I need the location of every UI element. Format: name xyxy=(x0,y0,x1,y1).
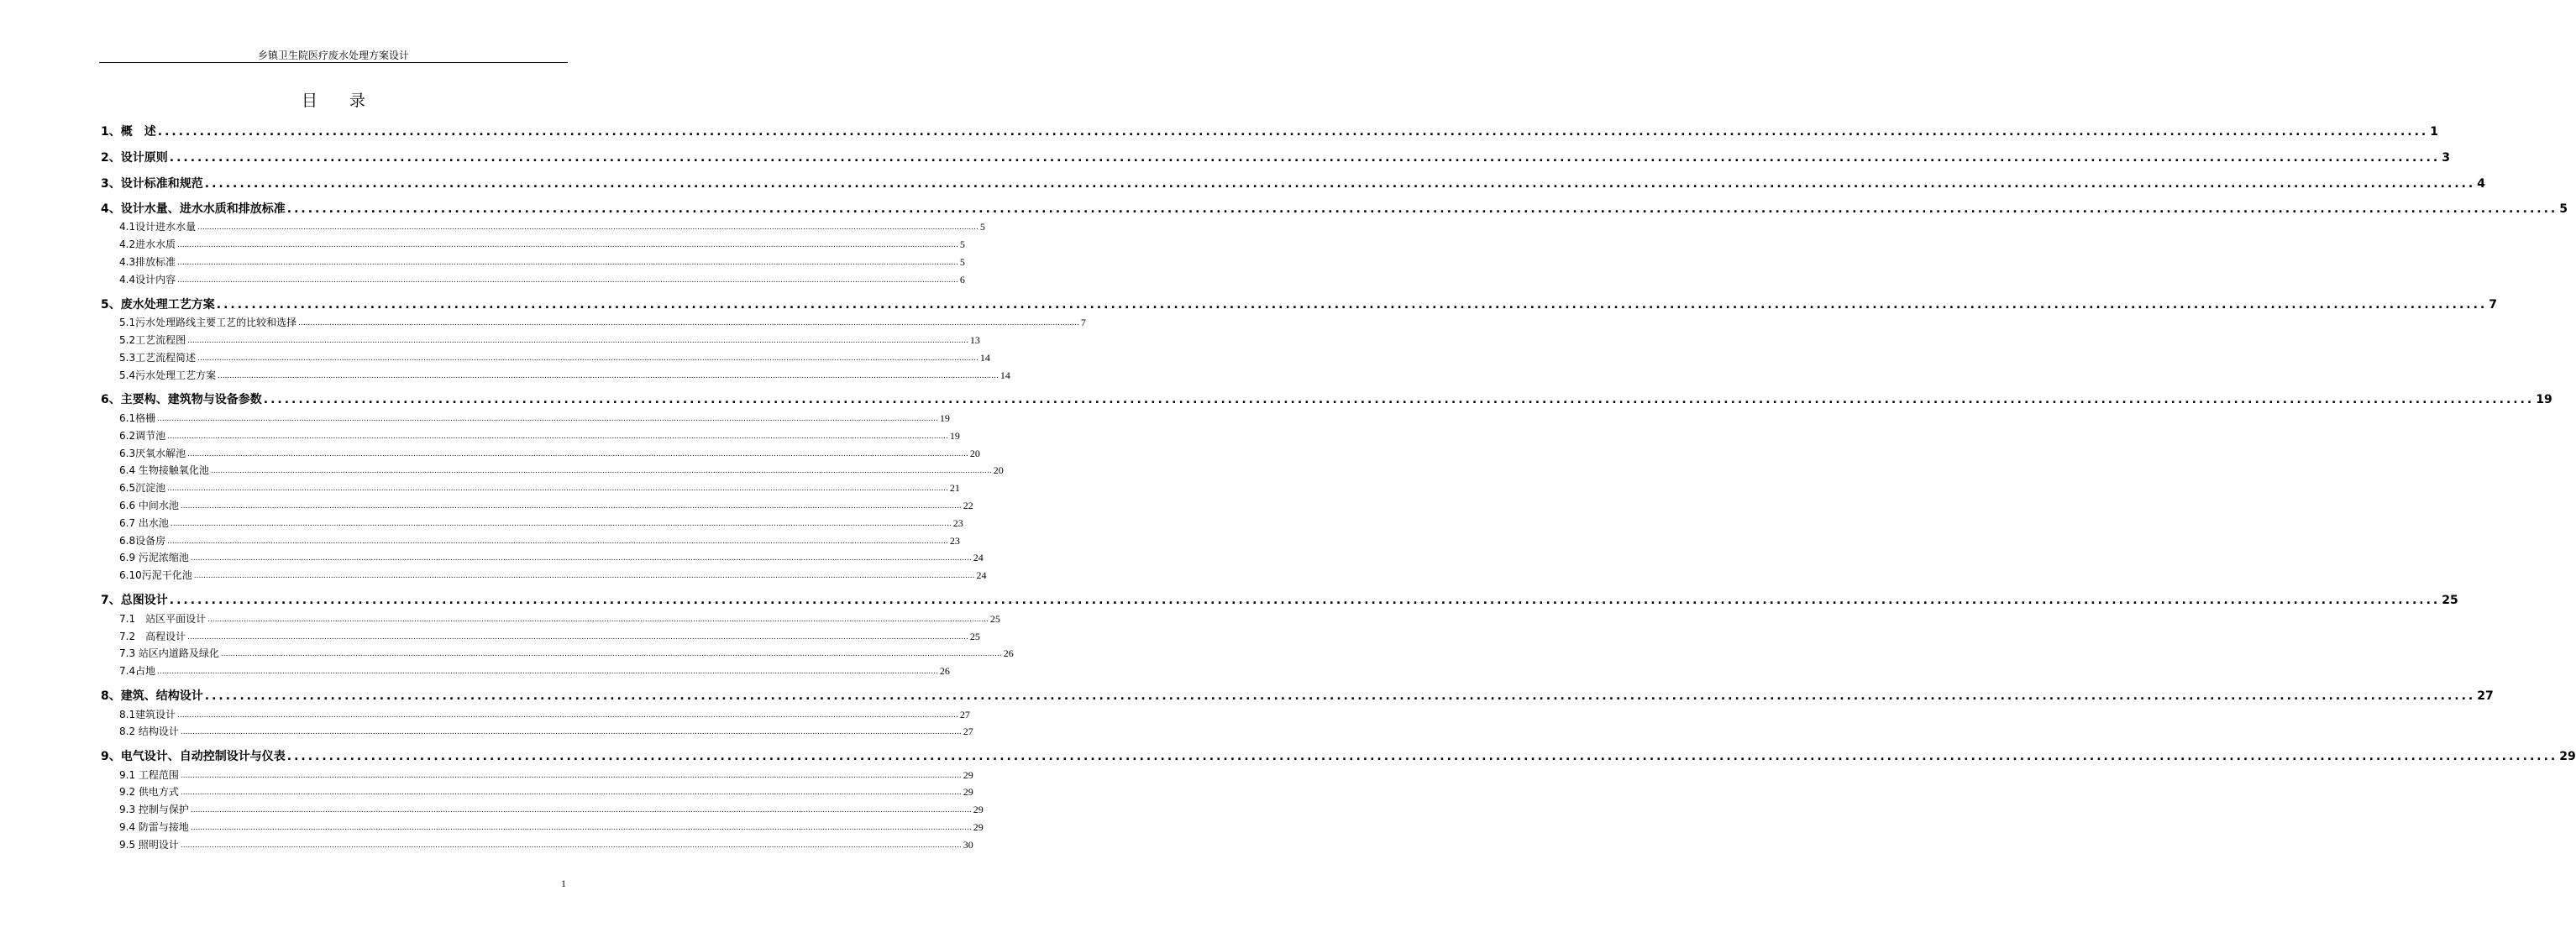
toc-entry-title: 7、总图设计 xyxy=(101,594,168,607)
toc-section-entry[interactable] xyxy=(101,516,963,530)
toc-entry-page: 5 xyxy=(979,221,985,233)
toc-entry-page: 14 xyxy=(979,352,990,364)
dot-leader: ..................................................................................................................................................................................................................................................................................................................................... xyxy=(207,616,989,624)
dot-leader: ..................................................................................................................................................................................................................................................................................................................................... xyxy=(177,711,958,720)
dot-leader: ..................................................................................................................................................................................................................................................................................................................................... xyxy=(218,372,999,380)
toc-section-entry[interactable] xyxy=(101,803,984,816)
toc-chapter-entry[interactable] xyxy=(101,176,2485,192)
toc-entry-title: 2、设计原则 xyxy=(101,151,168,165)
toc-section-entry[interactable] xyxy=(101,551,984,564)
toc-section-entry[interactable] xyxy=(101,447,980,460)
toc-entry-title: 3、设计标准和规范 xyxy=(101,177,203,191)
toc-entry-page: 19 xyxy=(2536,393,2552,406)
toc-entry-page: 7 xyxy=(1080,317,1086,328)
toc-entry-title: 9.4 防雷与接地 xyxy=(119,821,189,833)
dot-leader: ..................................................................................................................................................................................................................................................................................................................................... xyxy=(180,502,962,511)
toc-entry-title: 4.1设计进水水量 xyxy=(119,221,197,233)
dot-leader: ..................................................................................................................................................................................................................................................................................................................................... xyxy=(157,125,2429,139)
toc-section-entry[interactable] xyxy=(101,499,973,512)
dot-leader: ..................................................................................................................................................................................................................................................................................................................................... xyxy=(167,432,948,441)
toc-section-entry[interactable] xyxy=(101,768,973,782)
toc-section-entry[interactable] xyxy=(101,630,980,643)
toc-entry-page: 27 xyxy=(963,726,973,737)
dot-leader: ..................................................................................................................................................................................................................................................................................................................................... xyxy=(180,788,962,797)
toc-entry-title: 9.5 照明设计 xyxy=(119,839,179,851)
toc-entry-page: 13 xyxy=(969,334,980,346)
toc-section-entry[interactable] xyxy=(101,273,965,286)
toc-entry-page: 29 xyxy=(2559,750,2576,763)
toc-entry-title: 6.6 中间水池 xyxy=(119,500,179,511)
dot-leader: ..................................................................................................................................................................................................................................................................................................................................... xyxy=(298,319,1079,327)
toc-entry-page: 30 xyxy=(963,839,973,851)
toc-heading: 目 录 xyxy=(301,92,380,110)
toc-section-entry[interactable] xyxy=(101,820,984,834)
toc-entry-title: 6.3厌氧水解池 xyxy=(119,448,186,459)
dot-leader: ..................................................................................................................................................................................................................................................................................................................................... xyxy=(177,276,958,285)
toc-entry-title: 6.10污泥干化池 xyxy=(119,569,192,581)
toc-section-entry[interactable] xyxy=(101,612,1000,626)
dot-leader: ..................................................................................................................................................................................................................................................................................................................................... xyxy=(177,259,958,267)
dot-leader: ..................................................................................................................................................................................................................................................................................................................................... xyxy=(216,298,2488,312)
toc-entry-page: 29 xyxy=(963,769,973,781)
toc-entry-page: 1 xyxy=(2430,125,2438,139)
dot-leader: ..................................................................................................................................................................................................................................................................................................................................... xyxy=(193,572,975,580)
toc-entry-page: 29 xyxy=(973,804,984,815)
toc-section-entry[interactable] xyxy=(101,255,965,269)
dot-leader: ..................................................................................................................................................................................................................................................................................................................................... xyxy=(180,772,962,780)
toc-section-entry[interactable] xyxy=(101,429,960,443)
dot-leader: ..................................................................................................................................................................................................................................................................................................................................... xyxy=(169,151,2441,165)
dot-leader: ..................................................................................................................................................................................................................................................................................................................................... xyxy=(170,520,952,528)
toc-entry-title: 9.1 工程范围 xyxy=(119,769,179,781)
toc-entry-title: 4.2进水水质 xyxy=(119,238,176,250)
toc-section-entry[interactable] xyxy=(101,647,1014,660)
dot-leader: ..................................................................................................................................................................................................................................................................................................................................... xyxy=(187,450,968,458)
toc-entry-page: 25 xyxy=(969,631,980,642)
toc-section-entry[interactable] xyxy=(101,316,1086,329)
dot-leader: ..................................................................................................................................................................................................................................................................................................................................... xyxy=(190,806,972,815)
toc-entry-page: 22 xyxy=(963,500,973,511)
toc-entry-title: 5、废水处理工艺方案 xyxy=(101,298,215,312)
toc-entry-title: 5.4污水处理工艺方案 xyxy=(119,369,217,381)
dot-leader: ..................................................................................................................................................................................................................................................................................................................................... xyxy=(190,554,972,563)
toc-entry-page: 7 xyxy=(2489,298,2497,312)
toc-entry-title: 4.4设计内容 xyxy=(119,274,176,286)
dot-leader: ..................................................................................................................................................................................................................................................................................................................................... xyxy=(197,223,978,232)
toc-entry-page: 24 xyxy=(976,569,987,581)
toc-chapter-entry[interactable] xyxy=(101,748,2576,765)
toc-section-entry[interactable] xyxy=(101,785,973,799)
toc-entry-page: 26 xyxy=(939,665,950,677)
toc-section-entry[interactable] xyxy=(101,534,960,547)
dot-leader: ..................................................................................................................................................................................................................................................................................................................................... xyxy=(167,537,948,546)
toc-entry-title: 5.3工艺流程简述 xyxy=(119,352,197,364)
dot-leader: ..................................................................................................................................................................................................................................................................................................................................... xyxy=(180,841,962,850)
toc-entry-title: 9、电气设计、自动控制设计与仪表 xyxy=(101,750,286,763)
toc-entry-title: 7.3 站区内道路及绿化 xyxy=(119,647,219,659)
dot-leader: ..................................................................................................................................................................................................................................................................................................................................... xyxy=(197,354,978,363)
toc-section-entry[interactable] xyxy=(101,568,987,582)
dot-leader: ..................................................................................................................................................................................................................................................................................................................................... xyxy=(286,750,2558,763)
toc-section-entry[interactable] xyxy=(101,464,1004,477)
dot-leader: ..................................................................................................................................................................................................................................................................................................................................... xyxy=(220,650,1002,658)
dot-leader: ..................................................................................................................................................................................................................................................................................................................................... xyxy=(187,633,968,642)
dot-leader: ..................................................................................................................................................................................................................................................................................................................................... xyxy=(204,177,2476,191)
table-of-contents xyxy=(101,0,2576,943)
toc-section-entry[interactable] xyxy=(101,725,973,738)
toc-entry-title: 8.2 结构设计 xyxy=(119,726,179,737)
toc-entry-page: 21 xyxy=(949,482,960,494)
toc-entry-page: 5 xyxy=(959,238,965,250)
toc-entry-page: 29 xyxy=(973,821,984,833)
toc-entry-page: 23 xyxy=(949,535,960,547)
toc-entry-page: 20 xyxy=(969,448,980,459)
dot-leader: ..................................................................................................................................................................................................................................................................................................................................... xyxy=(169,594,2441,607)
toc-entry-title: 5.1污水处理路线主要工艺的比较和选择 xyxy=(119,317,297,328)
toc-entry-title: 6、主要构、建筑物与设备参数 xyxy=(101,393,262,406)
toc-entry-title: 9.3 控制与保护 xyxy=(119,804,189,815)
toc-entry-title: 7.2 高程设计 xyxy=(119,631,186,642)
toc-entry-page: 6 xyxy=(959,274,965,286)
dot-leader: ..................................................................................................................................................................................................................................................................................................................................... xyxy=(210,467,992,475)
toc-chapter-entry[interactable] xyxy=(101,592,2458,609)
toc-chapter-entry[interactable] xyxy=(101,201,2568,217)
toc-entry-page: 24 xyxy=(973,552,984,563)
toc-section-entry[interactable] xyxy=(101,411,950,425)
toc-chapter-entry[interactable] xyxy=(101,296,2497,313)
dot-leader: ..................................................................................................................................................................................................................................................................................................................................... xyxy=(204,689,2476,703)
toc-entry-page: 27 xyxy=(2477,689,2494,703)
dot-leader: ..................................................................................................................................................................................................................................................................................................................................... xyxy=(167,485,948,493)
toc-chapter-entry[interactable] xyxy=(101,391,2552,408)
toc-entry-page: 14 xyxy=(999,369,1010,381)
toc-entry-page: 5 xyxy=(2559,202,2568,216)
dot-leader: ..................................................................................................................................................................................................................................................................................................................................... xyxy=(190,824,972,832)
toc-entry-page: 20 xyxy=(993,464,1004,476)
dot-leader: ..................................................................................................................................................................................................................................................................................................................................... xyxy=(180,728,962,736)
toc-chapter-entry[interactable] xyxy=(101,149,2450,166)
toc-entry-title: 7.4占地 xyxy=(119,665,156,677)
toc-section-entry[interactable] xyxy=(101,220,985,233)
toc-entry-page: 25 xyxy=(989,613,1000,625)
toc-entry-title: 6.1格栅 xyxy=(119,412,156,424)
toc-entry-title: 8、建筑、结构设计 xyxy=(101,689,203,703)
toc-entry-title: 5.2工艺流程图 xyxy=(119,334,186,346)
toc-entry-title: 6.9 污泥浓缩池 xyxy=(119,552,189,563)
toc-section-entry[interactable] xyxy=(101,838,973,851)
toc-entry-page: 25 xyxy=(2442,594,2458,607)
toc-section-entry[interactable] xyxy=(101,333,980,347)
toc-entry-page: 29 xyxy=(963,786,973,798)
toc-entry-title: 6.2调节池 xyxy=(119,430,166,442)
dot-leader: ..................................................................................................................................................................................................................................................................................................................................... xyxy=(187,337,968,345)
toc-section-entry[interactable] xyxy=(101,708,970,721)
toc-chapter-entry[interactable] xyxy=(101,123,2438,140)
toc-entry-title: 6.8设备房 xyxy=(119,535,166,547)
toc-chapter-entry[interactable] xyxy=(101,688,2494,705)
toc-entry-page: 26 xyxy=(1003,647,1014,659)
toc-entry-page: 19 xyxy=(939,412,950,424)
toc-entry-page: 4 xyxy=(2477,177,2485,191)
toc-section-entry[interactable] xyxy=(101,351,990,364)
toc-entry-title: 1、概 述 xyxy=(101,125,156,139)
toc-entry-title: 4.3排放标准 xyxy=(119,256,176,268)
dot-leader: ..................................................................................................................................................................................................................................................................................................................................... xyxy=(177,241,958,249)
toc-section-entry[interactable] xyxy=(101,238,965,251)
toc-entry-title: 9.2 供电方式 xyxy=(119,786,179,798)
toc-section-entry[interactable] xyxy=(101,664,950,678)
toc-entry-page: 5 xyxy=(959,256,965,268)
toc-entry-title: 6.5沉淀池 xyxy=(119,482,166,494)
toc-entry-title: 6.4 生物接触氧化池 xyxy=(119,464,209,476)
toc-entry-title: 7.1 站区平面设计 xyxy=(119,613,207,625)
toc-entry-page: 23 xyxy=(952,517,963,529)
toc-entry-title: 6.7 出水池 xyxy=(119,517,169,529)
toc-entry-page: 3 xyxy=(2442,151,2450,165)
running-header-title: 乡镇卫生院医疗废水处理方案设计 xyxy=(257,50,409,61)
dot-leader: ..................................................................................................................................................................................................................................................................................................................................... xyxy=(286,202,2558,216)
toc-section-entry[interactable] xyxy=(101,481,960,495)
page-number: 1 xyxy=(561,878,566,889)
toc-section-entry[interactable] xyxy=(101,369,1010,382)
toc-entry-page: 19 xyxy=(949,430,960,442)
toc-entry-page: 27 xyxy=(959,709,970,720)
toc-entry-title: 4、设计水量、进水水质和排放标准 xyxy=(101,202,286,216)
dot-leader: ..................................................................................................................................................................................................................................................................................................................................... xyxy=(263,393,2535,406)
dot-leader: ..................................................................................................................................................................................................................................................................................................................................... xyxy=(157,668,938,676)
toc-entry-title: 8.1建筑设计 xyxy=(119,709,176,720)
dot-leader: ..................................................................................................................................................................................................................................................................................................................................... xyxy=(157,415,938,423)
